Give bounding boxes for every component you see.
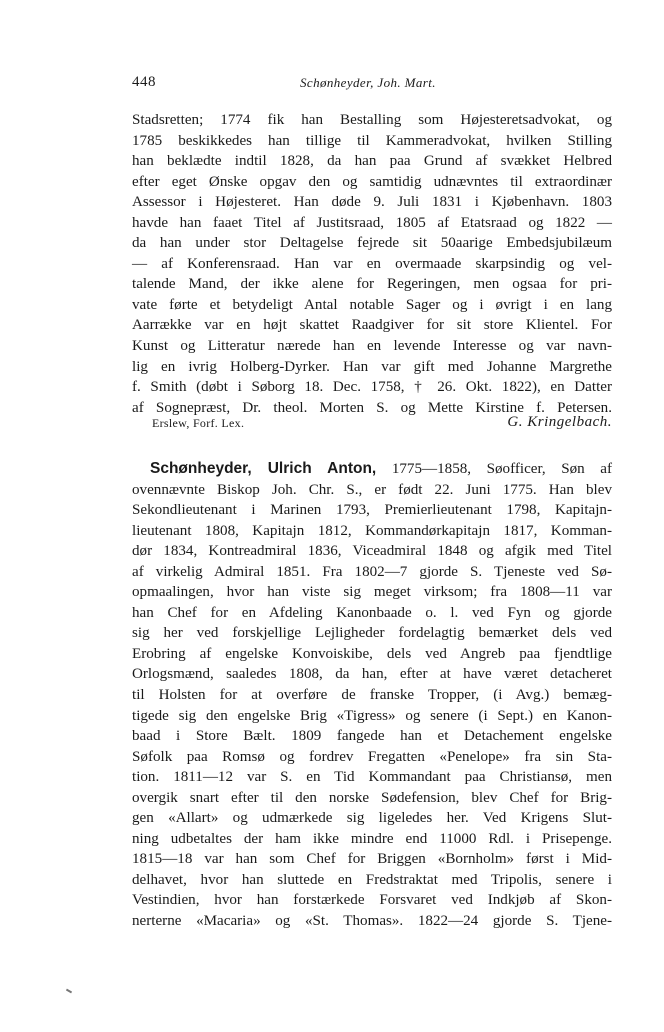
text-line: gen «Allart» og udmærkede sig ligeledes her. Ved Krigens Slut- bbox=[132, 810, 612, 827]
text-line: ning udbetaltes der ham ikke mindre end 11000 Rdl. i Prisepenge. bbox=[132, 830, 612, 847]
text-line: vate førte et betydeligt Antal notable Sager og i øvrigt i en lang bbox=[132, 296, 612, 313]
page-header bbox=[132, 74, 612, 96]
source-and-author bbox=[152, 416, 612, 436]
text-line: Aarrække var en højt skattet Raadgiver for sit store Klientel. For bbox=[132, 317, 612, 334]
text-line: nerterne «Macaria» og «St. Thomas». 1822—24 gjorde S. Tjene- bbox=[132, 913, 612, 930]
text-line: Vestindien, hvor han forstærkede Forsvaret ved Indkjøb af Skon- bbox=[132, 892, 612, 909]
entry-johan-martin-continuation bbox=[132, 110, 612, 418]
text-line: da han under stor Deltagelse fejrede sit 50aarige Embedsjubilæum bbox=[132, 235, 612, 252]
text-line: han beklædte indtil 1828, da han paa Grund af svækket Helbred bbox=[132, 153, 612, 170]
running-head: Schønheyder, Joh. Mart. bbox=[300, 75, 436, 90]
entry-ulrich-anton bbox=[132, 459, 612, 932]
entry-first-line bbox=[132, 459, 612, 480]
text-line: Kunst og Litteratur nærede han en levende Interesse og var navn- bbox=[132, 338, 612, 355]
text-line: af virkelig Admiral 1851. Fra 1802—7 gjorde S. Tjeneste ved Sø- bbox=[132, 563, 612, 580]
text-line: baad i Store Bælt. 1809 fangede han et Detachement engelske bbox=[132, 728, 612, 745]
entry-first-line-text: 1775—1858, Søofficer, Søn af bbox=[391, 461, 612, 477]
text-line: — af Konferensraad. Han var en overmaade skarpsindig og vel- bbox=[132, 255, 612, 272]
text-line: lieutenant 1808, Kapitajn 1812, Kommandørkapitajn 1817, Komman- bbox=[132, 522, 612, 539]
text-line: f. Smith (døbt i Søborg 18. Dec. 1758, † 26. Okt. 1822), en Datter bbox=[132, 379, 612, 396]
margin-mark bbox=[66, 989, 72, 994]
text-line: delhavet, hvor han sluttede en Fredstraktat med Tripolis, senere i bbox=[132, 871, 612, 888]
text-line: tigede sig den engelske Brig «Tigress» og senere (i Sept.) en Kanon- bbox=[132, 707, 612, 724]
text-line: overgik snart efter til den norske Sødefension, blev Chef for Brig- bbox=[132, 789, 612, 806]
text-line: sig her ved forskjellige Lejligheder fordelagtig bemærket dels ved bbox=[132, 625, 612, 642]
text-line: af Sognepræst, Dr. theol. Morten S. og Mette Kirstine f. Petersen. bbox=[132, 399, 612, 416]
text-line: ovennævnte Biskop Joh. Chr. S., er født 22. Juni 1775. Han blev bbox=[132, 481, 612, 498]
page-number: 448 bbox=[132, 74, 156, 90]
text-line: Assessor i Højesteret. Han døde 9. Juli 1831 i Kjøbenhavn. 1803 bbox=[132, 194, 612, 211]
text-line: 1815—18 var han som Chef for Briggen «Bornholm» først i Mid- bbox=[132, 851, 612, 868]
text-line: havde han faaet Titel af Justitsraad, 1805 af Etatsraad og 1822 — bbox=[132, 214, 612, 231]
text-line: dør 1834, Kontreadmiral 1836, Viceadmiral 1848 og afgik med Titel bbox=[132, 543, 612, 560]
text-line: Stadsretten; 1774 fik han Bestalling som Højesteretsadvokat, og bbox=[132, 112, 612, 128]
text-line: han Chef for en Afdeling Kanonbaade o. l. ved Fyn og gjorde bbox=[132, 604, 612, 621]
text-line: tion. 1811—12 var S. en Tid Kommandant paa Christiansø, men bbox=[132, 769, 612, 786]
author-signature: G. Kringelbach. bbox=[507, 414, 612, 430]
text-line: til Holsten for at overføre de franske Tropper, (i Avg.) bemæg- bbox=[132, 687, 612, 704]
text-line: Orlogsmænd, saaledes 1808, da han, efter at have været detacheret bbox=[132, 666, 612, 683]
text-line: Sekondlieutenant i Marinen 1793, Premierlieutenant 1798, Kapitajn- bbox=[132, 502, 612, 519]
text-line: Søfolk paa Romsø og fordrev Fregatten «Penelope» fra sin Sta- bbox=[132, 748, 612, 765]
text-line: lig en ivrig Holberg-Dyrker. Han var gift med Johanne Margrethe bbox=[132, 358, 612, 375]
entry-headword: Schønheyder, Ulrich Anton, bbox=[150, 460, 377, 477]
text-line: opmaalingen, hvor han viste sig meget virksom; fra 1808—11 var bbox=[132, 584, 612, 601]
text-line: Erobring af engelske Konvoiskibe, dels ved Angreb paa fjendtlige bbox=[132, 645, 612, 662]
source-reference: Erslew, Forf. Lex. bbox=[152, 416, 245, 430]
text-line: efter eget Ønske opgav den og samtidig udnævntes til extraordinær bbox=[132, 173, 612, 190]
text-line: 1785 beskikkedes han tillige til Kammeradvokat, hvilken Stilling bbox=[132, 132, 612, 149]
text-line: talende Mand, der ikke alene for Regeringen, men ogsaa for pri- bbox=[132, 276, 612, 293]
